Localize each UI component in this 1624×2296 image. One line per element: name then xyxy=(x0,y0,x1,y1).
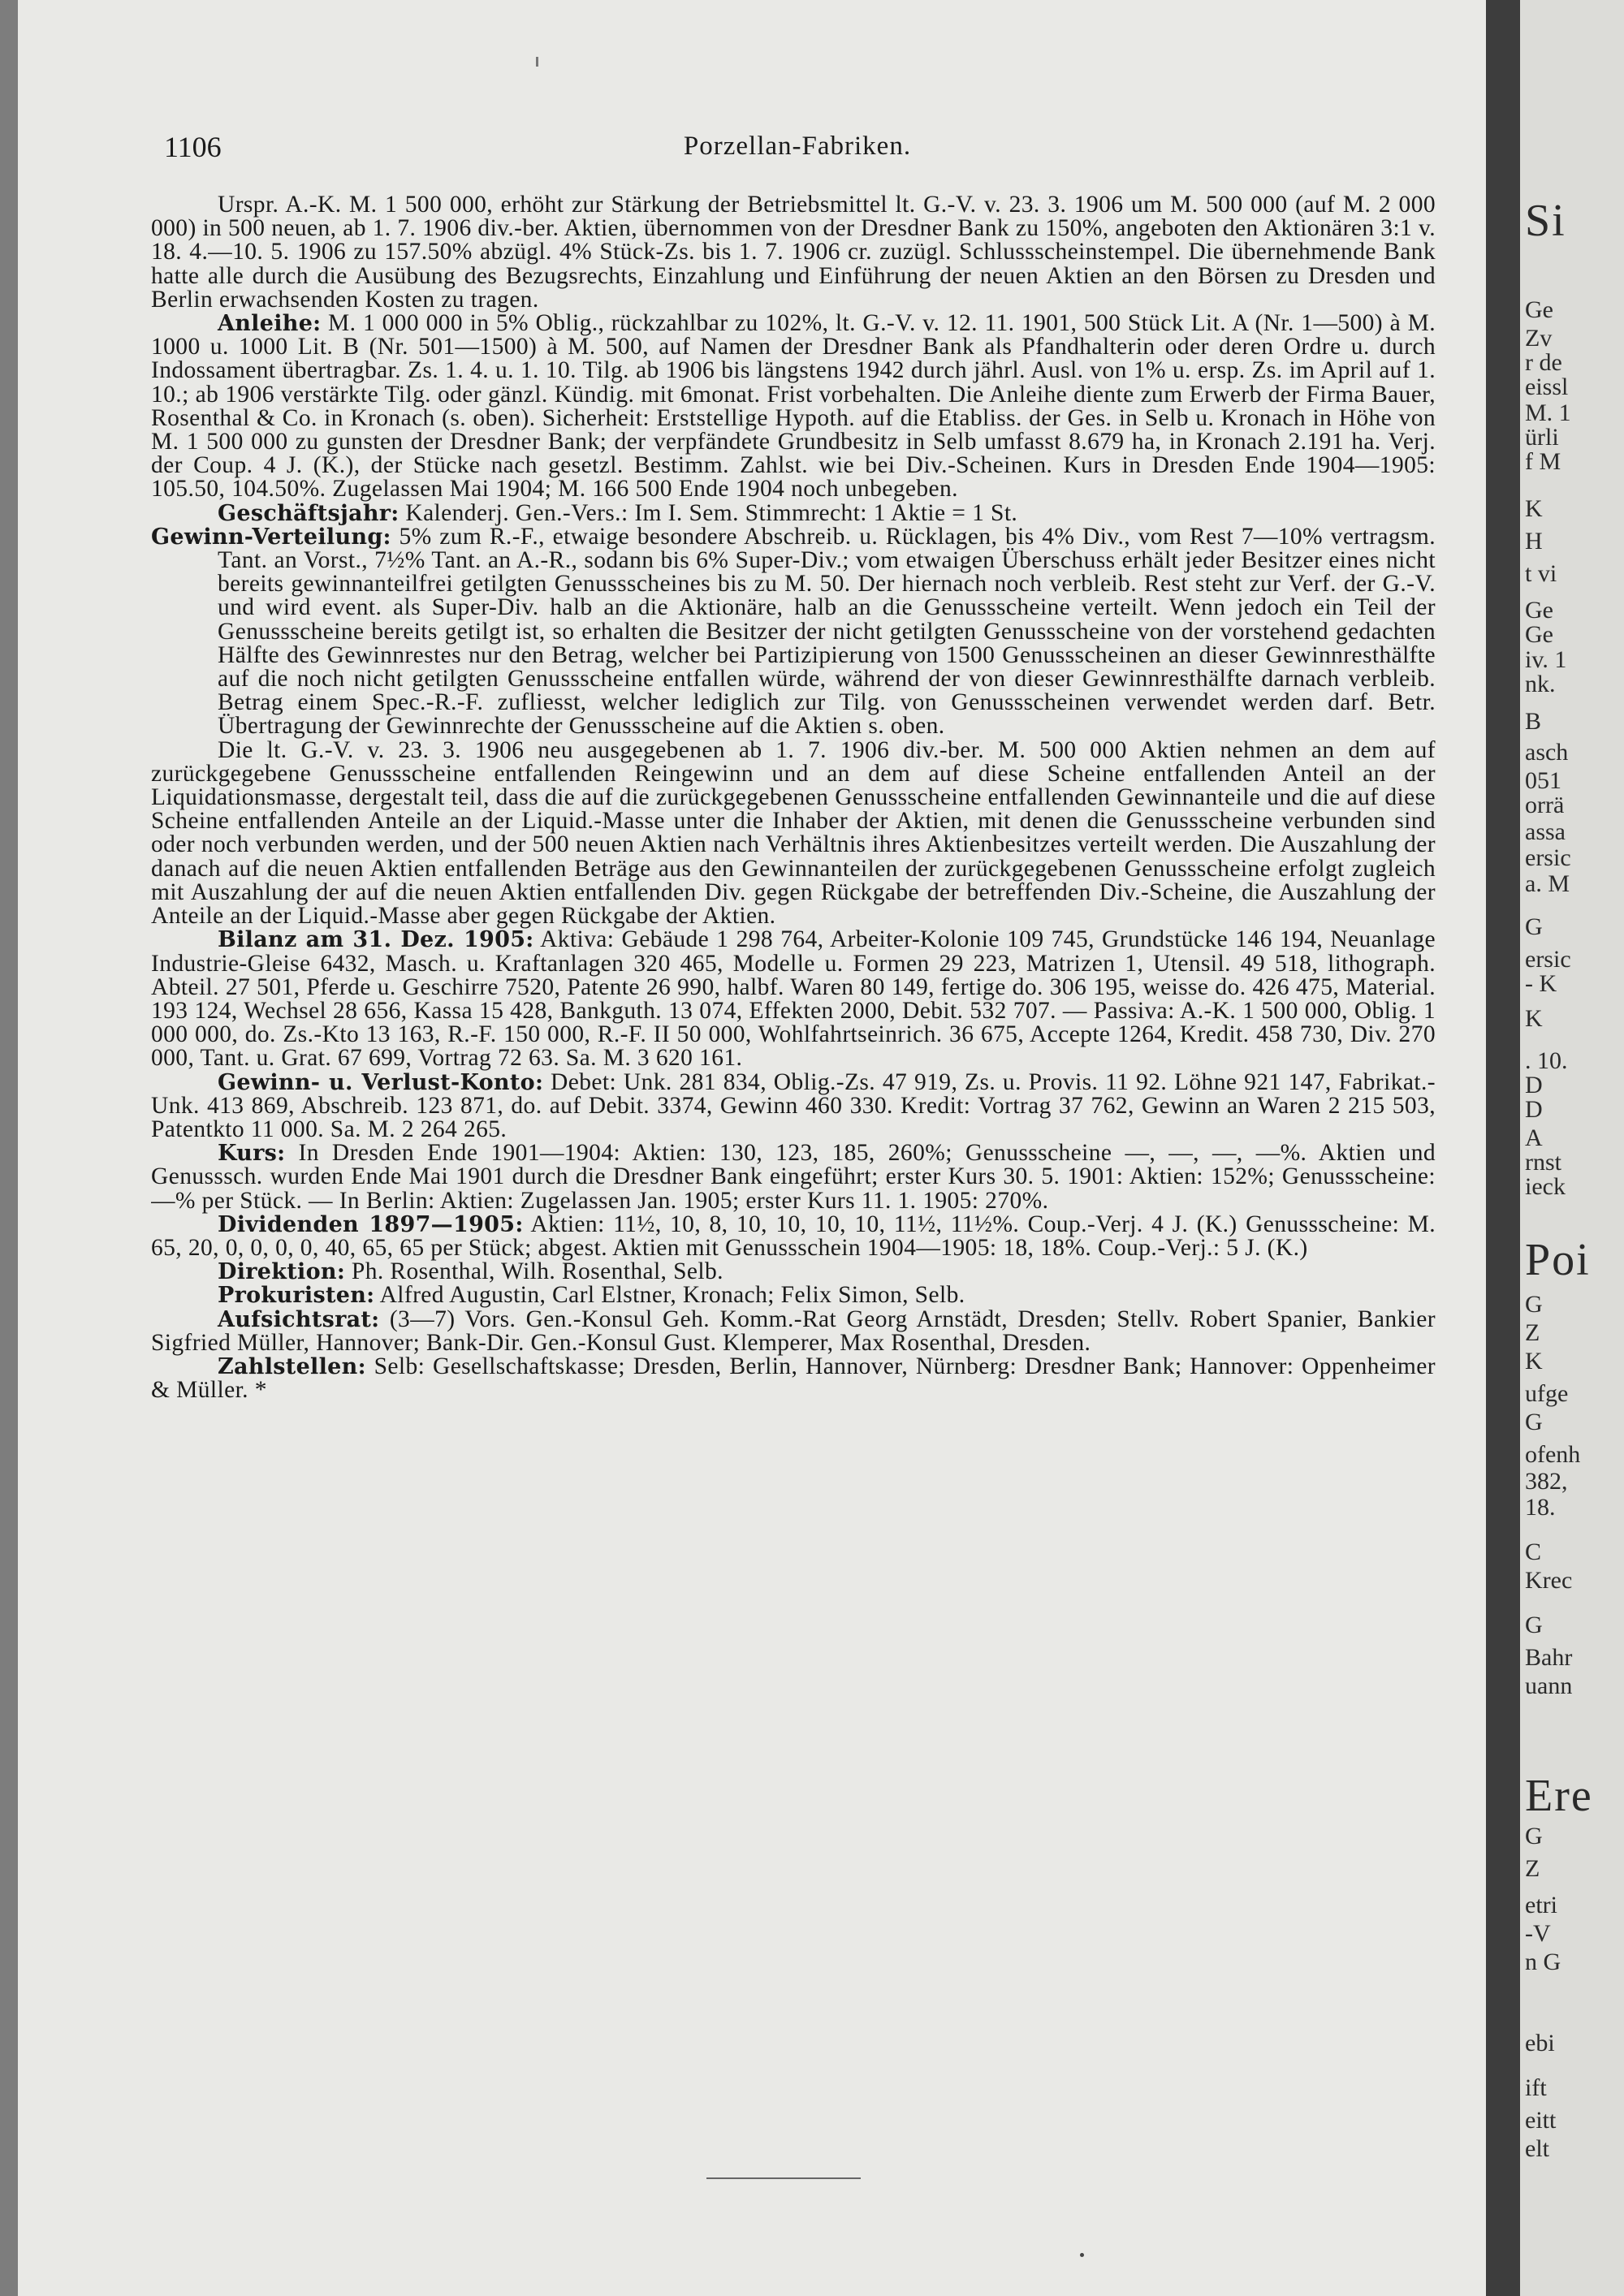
section-label: Anleihe: xyxy=(218,311,322,337)
adjacent-page-text-fragment: ürli xyxy=(1525,424,1559,451)
section-label: Zahlstellen: xyxy=(218,1353,366,1379)
adjacent-page-text-fragment: etri xyxy=(1525,1892,1557,1918)
adjacent-page-text-fragment: ersic xyxy=(1525,946,1571,973)
section-label: Gewinn- u. Verlust-Konto: xyxy=(218,1069,544,1095)
section-end-rule xyxy=(706,2177,861,2179)
scan-edge xyxy=(0,0,18,2296)
adjacent-page-text-fragment: Krec xyxy=(1525,1567,1573,1594)
adjacent-page-text-fragment: iv. 1 xyxy=(1525,646,1567,673)
section-label: Gewinn-Verteilung: xyxy=(151,524,391,550)
adjacent-page-text-fragment: elt xyxy=(1525,2135,1549,2162)
adjacent-page-text-fragment: G xyxy=(1525,1612,1543,1638)
section-label: Geschäftsjahr: xyxy=(218,500,400,526)
section-label: Bilanz am 31. Dez. 1905: xyxy=(218,927,534,953)
adjacent-page-text-fragment: G xyxy=(1525,1291,1543,1318)
adjacent-page-text-fragment: Bahr xyxy=(1525,1644,1573,1671)
adjacent-page-text-fragment: Ge xyxy=(1525,621,1553,648)
paragraph-text: Aktien: 11½, 10, 8, 10, 10, 10, 10, 11½, 11½%. Coup.-Verj. 4 J. (K.) Genussscheine: M. 65, 20, 0, 0, 0, 0, 40, 65, 65 per Stück; abgest. Aktien mit Genussschein 1904—1905: 18, 18%. Coup.-Verj.: 5 J. (K.) xyxy=(151,1211,1436,1261)
section-label: Dividenden 1897—1905: xyxy=(218,1211,524,1237)
paragraph-text: 5% zum R.-F., etwaige besondere Abschreib. u. Rücklagen, bis 4% Div., vom Rest 7—10% vertragsm. Tant. an Vorst., 7½% Tant. an A.-R., sodann bis 6% Super-Div.; vom etwaigen Überschuss erhält jeder Besitzer eines nicht bereits gewinnanteilfrei getilgten Genussscheines bis zu M. 50. Der hiernach noch verbleib. Rest steht zur Verf. der G.-V. und wird event. als Super-Div. halb an die Aktionäre, halb an die Genussscheine verteilt. Wenn jedoch ein Teil der Genussscheine bereits getilgt ist, so erhalten die Besitzer der nicht getilgten Genussscheine von der vorstehend gedachten Hälfte des Gewinnrestes nur den Betrag, welcher bei Partizipierung von 1500 Genussscheinen an dieser Gewinnresthälfte auf die noch nicht getilgten Genussscheine entfallen würde, während der von dieser Gewinnresthälfte darnach verbleib. Betrag einem Spec.-R.-F. zufliesst, welcher lediglich zur Tilg. von Genussscheinen verwendet werden darf. Betr. Übertragung der Gewinnrechte der Genussscheine auf die Aktien s. oben. xyxy=(218,523,1436,740)
paragraph-direktion xyxy=(151,1260,1436,1284)
adjacent-page-text-fragment: G xyxy=(1525,1409,1543,1435)
adjacent-page-text-fragment: ebi xyxy=(1525,2030,1555,2056)
adjacent-page-text-fragment: -V xyxy=(1525,1920,1551,1947)
adjacent-page-text-fragment: Poi xyxy=(1525,1235,1591,1285)
adjacent-page-text-fragment: assa xyxy=(1525,818,1566,845)
adjacent-page-text-fragment: nk. xyxy=(1525,671,1556,697)
adjacent-page-text-fragment: Z xyxy=(1525,1319,1540,1346)
paragraph-aufsichtsrat xyxy=(151,1308,1436,1355)
adjacent-page-text-fragment: K xyxy=(1525,1348,1543,1375)
adjacent-page-text-fragment: eissl xyxy=(1525,373,1569,400)
adjacent-page-text-fragment: r de xyxy=(1525,349,1562,376)
adjacent-page-text-fragment: ift xyxy=(1525,2074,1547,2101)
adjacent-page-text-fragment: ofenh xyxy=(1525,1441,1581,1468)
adjacent-page-text-fragment: B xyxy=(1525,708,1542,735)
paragraph-text: Alfred Augustin, Carl Elstner, Kronach; Felix Simon, Selb. xyxy=(379,1282,965,1309)
paragraph-text: (3—7) Vors. Gen.-Konsul Geh. Komm.-Rat Georg Arnstädt, Dresden; Stellv. Robert Spanier, Bankier Sigfried Müller, Hannover; Bank-Dir. Gen.-Konsul Gust. Klemperer, Max Rosenthal, Dresden. xyxy=(151,1306,1436,1356)
paragraph-text: In Dresden Ende 1901—1904: Aktien: 130, 123, 185, 260%; Genussscheine —, —, —, —%. Aktien und Genusssch. wurden Ende Mai 1901 durch die Dresdner Bank eingeführt; erster Kurs 30. 5. 1901: Aktien: 152%; Genussscheine: —% per Stück. — In Berlin: Aktien: Zugelassen Jan. 1905; erster Kurs 11. 1. 1905: 270%. xyxy=(151,1140,1436,1214)
body-text xyxy=(151,193,1436,2142)
paragraph-text: Selb: Gesellschaftskasse; Dresden, Berlin, Hannover, Nürnberg: Dresdner Bank; Hannover: Oppenheimer & Müller. * xyxy=(151,1353,1436,1404)
adjacent-page-edge xyxy=(1520,0,1624,2296)
adjacent-page-text-fragment: a. M xyxy=(1525,870,1570,897)
adjacent-page-text-fragment: n G xyxy=(1525,1949,1561,1975)
adjacent-page-text-fragment: Ge xyxy=(1525,296,1553,323)
adjacent-page-text-fragment: D xyxy=(1525,1072,1543,1098)
paragraph-geschaeftsjahr xyxy=(151,499,1436,526)
paragraph-bilanz xyxy=(151,928,1436,1070)
paragraph-anleihe xyxy=(151,312,1436,502)
adjacent-page-text-fragment: 18. xyxy=(1525,1494,1556,1521)
paragraph-gewinn-verlust xyxy=(151,1068,1436,1142)
adjacent-page-text-fragment: A xyxy=(1525,1124,1543,1151)
running-title: Porzellan-Fabriken. xyxy=(683,132,912,161)
adjacent-page-text-fragment: eitt xyxy=(1525,2107,1557,2134)
paragraph-neue-aktien xyxy=(151,736,1436,930)
page-number: 1106 xyxy=(164,131,222,163)
adjacent-page-text-fragment: D xyxy=(1525,1096,1543,1123)
paragraph-prokuristen xyxy=(151,1284,1436,1307)
section-label: Direktion: xyxy=(218,1259,346,1285)
adjacent-page-text-fragment: - K xyxy=(1525,970,1557,997)
paragraph-text: Debet: Unk. 281 834, Oblig.-Zs. 47 919, Zs. u. Provis. 11 92. Löhne 921 147, Fabrikat.-Unk. 413 869, Abschreib. 123 871, do. auf Debit. 3374, Gewinn 460 330. Kredit: Vortrag 37 762, Gewinn an Waren 2 215 503, Patentkto 11 000. Sa. M. 2 264 265. xyxy=(151,1068,1436,1142)
section-label: Prokuristen: xyxy=(218,1283,375,1309)
adjacent-page-text-fragment: H xyxy=(1525,528,1543,555)
paragraph-text: Urspr. A.-K. M. 1 500 000, erhöht zur Stärkung der Betriebsmittel lt. G.-V. v. 23. 3. 1906 um M. 500 000 (auf M. 2 000 000) in 500 neuen, ab 1. 7. 1906 div.-ber. Aktien, übernommen von der Dresdner Bank zu 150%, angeboten den Aktionären 3:1 v. 18. 4.—10. 5. 1906 zu 157.50% abzügl. 4% Stück-Zs. bis 1. 7. 1906 cr. zuzügl. Schlussscheinstempel. Die übernehmende Bank hatte alle durch die Ausübung des Bezugsrechts, Einzahlung und Einführung der neuen Aktien an den Börsen zu Dresden und Berlin erwachsenden Kosten zu tragen. xyxy=(151,193,1436,313)
page-header xyxy=(164,130,1431,166)
paragraph-text: M. 1 000 000 in 5% Oblig., rückzahlbar zu 102%, lt. G.-V. v. 12. 11. 1901, 500 Stück Lit. A (Nr. 1—500) à M. 1000 u. 1000 Lit. B (Nr. 501—1500) à M. 500, auf Namen der Dresdner Bank als Pfandhalterin oder deren Ordre u. durch Indossament übertragbar. Zs. 1. 4. u. 1. 10. Tilg. ab 1906 bis längstens 1942 durch jährl. Ausl. von 1% u. ersp. Zs. im April auf 1. 10.; ab 1906 verstärkte Tilg. oder gänzl. Kündig. mit 6monat. Frist vorbehalten. Die Anleihe diente zum Erwerb der Firma Bauer, Rosenthal & Co. in Kronach (s. oben). Sicherheit: Erststellige Hypoth. auf die Etabliss. der Ges. in Selb u. Kronach in Höhe von M. 1 500 000 zu gunsten der Dresdner Bank; der verpfändete Grundbesitz in Selb umfasst 8.679 ha, in Kronach 2.191 ha. Verj. der Coup. 4 J. (K.), der Stücke nach gesetzl. Bestimm. Zahlst. wie bei Div.-Scheinen. Kurs in Dresden Ende 1904—1905: 105.50, 104.50%. Zugelassen Mai 1904; M. 166 500 Ende 1904 noch unbegeben. xyxy=(151,310,1436,503)
adjacent-page-text-fragment: t vi xyxy=(1525,560,1557,587)
adjacent-page-text-fragment: G xyxy=(1525,1823,1543,1849)
adjacent-page-text-fragment: Si xyxy=(1525,196,1566,246)
paragraph-text: Ph. Rosenthal, Wilh. Rosenthal, Selb. xyxy=(351,1258,723,1285)
adjacent-page-text-fragment: K xyxy=(1525,1005,1543,1032)
adjacent-page-text-fragment: G xyxy=(1525,913,1543,940)
adjacent-page-text-fragment: asch xyxy=(1525,739,1569,766)
adjacent-page-text-fragment: uann xyxy=(1525,1672,1573,1699)
adjacent-page-text-fragment: 382, xyxy=(1525,1468,1568,1495)
adjacent-page-text-fragment: orrä xyxy=(1525,792,1565,818)
adjacent-page-text-fragment: K xyxy=(1525,495,1543,522)
adjacent-page-text-fragment: Ge xyxy=(1525,597,1553,624)
paragraph-text: Aktiva: Gebäude 1 298 764, Arbeiter-Kolonie 109 745, Grundstücke 146 194, Neuanlage Industrie-Gleise 6432, Masch. u. Kraftanlagen 320 465, Modelle u. Formen 29 223, Matrizen 1, Utensil. 49 518, lithograph. Abteil. 27 501, Pferde u. Geschirre 7520, Patente 26 990, halbf. Waren 80 149, fertige do. 306 195, weisse do. 426 475, Material. 193 124, Wechsel 28 656, Kassa 15 428, Bankguth. 13 074, Effekten 2000, Debit. 532 707. — Passiva: A.-K. 1 500 000, Oblig. 1 000 000, do. Zs.-Kto 13 163, R.-F. 150 000, R.-F. II 50 000, Wohlfahrtseinrich. 36 675, Accepte 1264, Kredit. 458 730, Div. 270 000, Tant. u. Grat. 67 699, Vortrag 72 63. Sa. M. 3 620 161. xyxy=(151,926,1436,1072)
section-label: Aufsichtsrat: xyxy=(218,1306,380,1332)
book-gutter xyxy=(1486,0,1520,2296)
adjacent-page-text-fragment: C xyxy=(1525,1539,1542,1565)
paragraph-text: Kalenderj. Gen.-Vers.: Im I. Sem. Stimmrecht: 1 Aktie = 1 St. xyxy=(405,499,1018,526)
adjacent-page-text-fragment: M. 1 xyxy=(1525,399,1571,426)
adjacent-page-text-fragment: . 10. xyxy=(1525,1047,1568,1074)
adjacent-page-text-fragment: ieck xyxy=(1525,1173,1566,1200)
adjacent-page-text-fragment: Z xyxy=(1525,1855,1540,1882)
adjacent-page-text-fragment: Zv xyxy=(1525,325,1553,352)
paragraph-text: Die lt. G.-V. v. 23. 3. 1906 neu ausgegebenen ab 1. 7. 1906 div.-ber. M. 500 000 Aktien nehmen an dem auf zurückgegebene Genussscheine entfallenden Reingewinn und an dem auf diese Scheine entfallenden Anteil an der Liquidationsmasse, dergestalt teil, dass die auf die zurückgegebenen Genussscheine entfallenden Gewinnanteile und die auf diese Scheine entfallenden Anteile an der Liquid.-Masse unter die Inhaber der Aktien, mit denen die Genussscheine verbunden sind oder noch verbunden werden, und der 500 neuen Aktien nach Verhältnis ihres Aktienbesitzes verteilt werden. Die Auszahlung der danach auf die neuen Aktien entfallenden Beträge aus den Gewinnanteilen der zurückgegebenen Genussscheine erfolgt zugleich mit Auszahlung der auf die neuen Aktien entfallenden Div. gegen Rückgabe der betreffenden Div.-Scheine, die Auszahlung der Anteile an der Liquid.-Masse aber gegen Rückgabe der Aktien. xyxy=(151,736,1436,930)
paragraph-capital xyxy=(151,193,1436,312)
adjacent-page-text-fragment: 051 xyxy=(1525,767,1561,794)
scan-speck xyxy=(536,57,538,67)
section-label: Kurs: xyxy=(218,1141,286,1167)
paragraph-dividenden xyxy=(151,1213,1436,1260)
adjacent-page-text-fragment: f M xyxy=(1525,448,1561,475)
paragraph-gewinn-verteilung xyxy=(151,525,1436,739)
adjacent-page-text-fragment: ufge xyxy=(1525,1380,1569,1407)
paragraph-kurs xyxy=(151,1142,1436,1213)
scan-speck xyxy=(1080,2253,1084,2257)
adjacent-page-text-fragment: rnst xyxy=(1525,1149,1561,1176)
adjacent-page-text-fragment: ersic xyxy=(1525,844,1571,871)
adjacent-page-text-fragment: Ere xyxy=(1525,1771,1593,1821)
paragraph-zahlstellen xyxy=(151,1355,1436,1402)
